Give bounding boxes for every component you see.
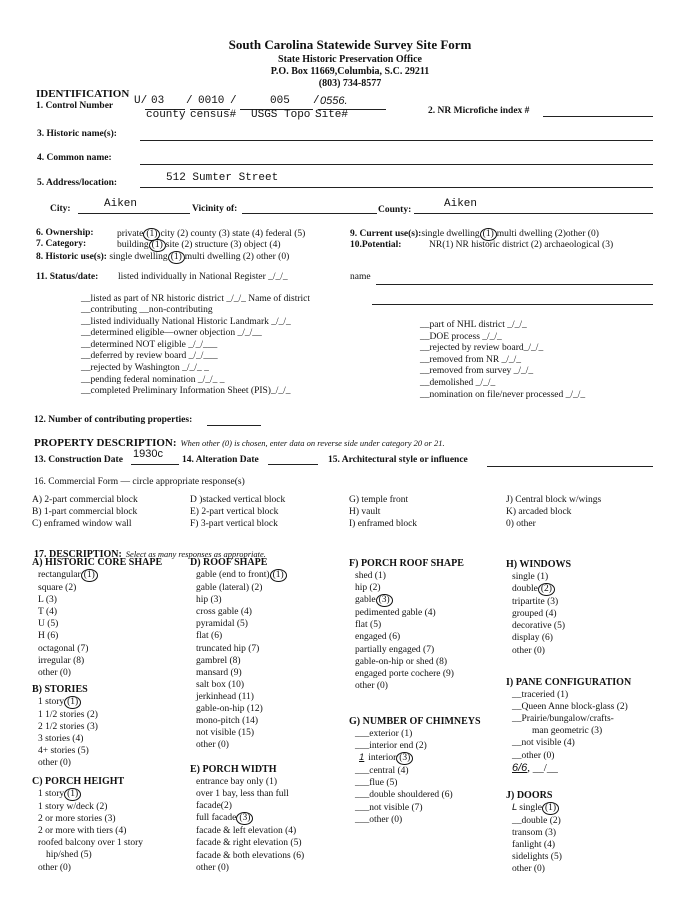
pane-config-handwritten-value[interactable]: 6/6: [512, 761, 528, 774]
roof-shape-option[interactable]: jerkinhead (11): [196, 691, 254, 702]
status-right-list: [420, 320, 585, 401]
core-shape-option[interactable]: T (4): [38, 607, 58, 618]
historic-name-label: 3. Historic name(s):: [37, 129, 117, 139]
potential-options[interactable]: NR(1) NR historic district (2) archaeological (3): [429, 240, 614, 250]
chimneys-option[interactable]: ___other (0): [355, 814, 403, 825]
chimneys-option[interactable]: ___double shouldered (6): [355, 790, 453, 801]
commercial-option[interactable]: 0) other: [506, 519, 536, 530]
status-item[interactable]: __pending federal nomination _/_/_ _: [81, 374, 225, 385]
windows-option[interactable]: other (0): [512, 645, 545, 656]
arch-style-field[interactable]: [487, 466, 653, 467]
status-item[interactable]: __DOE process _/_/_: [420, 331, 502, 342]
doors-option[interactable]: fanlight (4): [512, 840, 556, 851]
porch-roof-option[interactable]: engaged porte cochere (9): [355, 668, 454, 679]
roof-shape-heading: D) ROOF SHAPE: [190, 557, 268, 568]
sublabel-usgs-topo: USGS Topo: [251, 109, 311, 121]
commercial-col-1: [32, 494, 138, 530]
doors-handwritten-mark[interactable]: L: [512, 802, 518, 814]
doors-selected-mark[interactable]: (1): [542, 802, 559, 815]
roof-shape-option[interactable]: cross gable (4): [196, 607, 252, 618]
porch-width-option[interactable]: facade & right elevation (5): [196, 838, 302, 849]
category-building[interactable]: building: [117, 240, 149, 250]
status-item[interactable]: __contributing __non-contributing: [81, 305, 213, 315]
contributing-label: 12. Number of contributing properties:: [34, 415, 193, 425]
status-item[interactable]: __rejected by Washington _/_/_ _: [81, 362, 209, 373]
vicinity-field[interactable]: [242, 213, 377, 214]
historic-use-label: 8. Historic use(s):: [36, 252, 107, 262]
chimneys-heading: G) NUMBER OF CHIMNEYS: [349, 716, 481, 727]
pane-config-option[interactable]: __Queen Anne block-glass (2): [512, 702, 628, 713]
stories-selected-mark[interactable]: (1): [64, 696, 81, 709]
control-prefix: U/: [134, 95, 148, 107]
commercial-option[interactable]: D )stacked vertical block: [190, 495, 286, 505]
control-census: 0010: [198, 95, 225, 107]
county-value: Aiken: [444, 198, 478, 210]
status-nr-individual[interactable]: listed individually in National Register _/_/_: [118, 272, 288, 282]
control-usgs-topo: 005: [270, 95, 290, 107]
porch-roof-option[interactable]: flat (5): [355, 620, 382, 631]
contributing-field[interactable]: [207, 425, 261, 426]
porch-width-option[interactable]: facade & left elevation (4): [196, 826, 297, 837]
chimneys-option[interactable]: ___flue (5): [355, 778, 398, 789]
category-other-options[interactable]: site (2) structure (3) object (4): [165, 240, 281, 250]
roof-shape-option[interactable]: gable-on-hip (12): [196, 704, 263, 715]
commercial-option[interactable]: E) 2-part vertical block: [190, 507, 279, 518]
doors-group: [506, 790, 562, 876]
core-shape-option[interactable]: L (3): [38, 595, 57, 606]
nr-microfiche-label: 2. NR Microfiche index #: [428, 106, 530, 116]
porch-roof-option[interactable]: gable-on-hip or shed (8): [355, 656, 448, 667]
status-item[interactable]: __rejected by review board_/_/_: [420, 343, 544, 354]
city-field[interactable]: [78, 213, 190, 214]
city-label: City:: [50, 204, 71, 214]
core-shape-option[interactable]: irregular (8): [38, 655, 85, 666]
district-name-field[interactable]: [372, 304, 653, 305]
pane-config-blank[interactable]: , __/__: [527, 761, 558, 774]
porch-height-option[interactable]: hip/shed (5): [46, 850, 92, 861]
commercial-option[interactable]: F) 3-part vertical block: [190, 519, 278, 530]
description-label: 17. DESCRIPTION:: [34, 549, 122, 560]
status-name-label: name: [350, 272, 371, 282]
property-description-heading: PROPERTY DESCRIPTION:: [34, 437, 177, 449]
common-name-label: 4. Common name:: [37, 153, 112, 163]
porch-height-option[interactable]: 2 or more with tiers (4): [38, 826, 127, 837]
stories-option[interactable]: other (0): [38, 758, 71, 769]
ownership-other-options[interactable]: city (2) county (3) state (4) federal (5): [160, 229, 306, 239]
windows-selected-mark[interactable]: (2): [538, 583, 555, 596]
commercial-col-2: [190, 494, 285, 530]
porch-width-option[interactable]: facade & both elevations (6): [196, 850, 305, 861]
porch-roof-selected-mark[interactable]: (3): [376, 594, 393, 607]
status-item[interactable]: __determined eligible—owner objection _/_/__: [81, 328, 262, 339]
current-use-other-options[interactable]: multi dwelling (2)other (0): [496, 229, 599, 239]
category-selected-mark[interactable]: (1): [149, 239, 166, 252]
historic-use-single[interactable]: single dwelling: [109, 252, 168, 262]
porch-height-selected-mark[interactable]: (1): [64, 788, 81, 801]
roof-shape-option[interactable]: flat (6): [196, 631, 223, 642]
status-district-line[interactable]: __listed as part of NR historic district _/_/_ Name of district: [81, 294, 311, 304]
core-shape-option[interactable]: rectangular: [38, 570, 81, 581]
sublabel-site: Site#: [315, 109, 349, 121]
doors-option[interactable]: transom (3): [512, 828, 557, 839]
commercial-option[interactable]: J) Central block w/wings: [506, 495, 602, 505]
nr-microfiche-field[interactable]: [543, 116, 653, 117]
roof-shape-option[interactable]: gable (lateral) (2): [196, 583, 263, 594]
roof-shape-option[interactable]: truncated hip (7): [196, 643, 260, 654]
roof-shape-selected-mark[interactable]: (1): [270, 569, 287, 582]
pane-config-option[interactable]: __other (0): [512, 750, 555, 761]
porch-width-option[interactable]: entrance bay only (1): [196, 777, 277, 788]
porch-height-option[interactable]: 1 story: [38, 789, 65, 800]
category-row: [36, 239, 281, 250]
control-site: 0556.: [320, 95, 348, 107]
porch-roof-option[interactable]: partially engaged (7): [355, 644, 435, 655]
stories-option[interactable]: 4+ stories (5): [38, 746, 89, 757]
chimneys-option[interactable]: ___central (4): [355, 766, 409, 777]
porch-height-heading: C) PORCH HEIGHT: [32, 776, 125, 787]
core-shape-group: [32, 557, 162, 679]
current-use-single[interactable]: single dwelling: [421, 229, 480, 239]
pane-config-option[interactable]: __not visible (4): [512, 738, 575, 749]
status-left-list: [81, 305, 291, 398]
commercial-option[interactable]: K) arcaded block: [506, 507, 572, 518]
description-note: Select as many responses as appropriate.: [125, 549, 266, 559]
windows-option[interactable]: double: [512, 584, 538, 595]
historic-use-row: [36, 251, 289, 264]
core-shape-option[interactable]: octagonal (7): [38, 643, 89, 654]
status-item[interactable]: __removed from survey _/_/_: [420, 366, 534, 377]
doors-option[interactable]: __double (2): [512, 816, 561, 827]
windows-option[interactable]: grouped (4): [512, 609, 557, 620]
porch-width-heading: E) PORCH WIDTH: [190, 764, 277, 775]
common-name-field[interactable]: [140, 164, 653, 165]
porch-roof-option[interactable]: shed (1): [355, 571, 386, 582]
potential-row: [350, 240, 614, 250]
status-name-field[interactable]: [376, 284, 653, 285]
porch-width-selected-mark[interactable]: (3): [236, 812, 253, 825]
porch-roof-option[interactable]: other (0): [355, 680, 388, 691]
pane-config-option[interactable]: man geometric (3): [532, 726, 603, 737]
roof-shape-option[interactable]: gable (end to front): [196, 570, 270, 581]
porch-height-group: [32, 776, 143, 874]
status-item[interactable]: __demolished _/_/_: [420, 377, 496, 388]
commercial-option[interactable]: I) enframed block: [349, 519, 418, 530]
commercial-form-label: 16. Commercial Form — circle appropriate response(s): [34, 477, 245, 487]
core-shape-selected-mark[interactable]: (1): [81, 569, 98, 582]
current-use-selected-mark[interactable]: (1): [480, 228, 497, 241]
control-number-label: 1. Control Number: [36, 101, 114, 111]
stories-option[interactable]: 1 1/2 stories (2): [38, 710, 98, 721]
windows-option[interactable]: display (6): [512, 633, 553, 644]
windows-group: [506, 559, 571, 657]
porch-roof-heading: F) PORCH ROOF SHAPE: [349, 558, 464, 569]
commercial-option[interactable]: C) enframed window wall: [32, 519, 132, 530]
sublabel-census: census#: [190, 109, 237, 121]
roof-shape-option[interactable]: pyramidal (5): [196, 619, 248, 630]
roof-shape-option[interactable]: not visible (15): [196, 728, 255, 739]
core-shape-option[interactable]: square (2): [38, 583, 77, 594]
sublabel-county: county: [146, 109, 186, 121]
construction-date-value: 1930c: [133, 448, 163, 460]
core-shape-option[interactable]: other (0): [38, 667, 71, 678]
porch-width-option[interactable]: facade(2): [196, 801, 232, 812]
core-shape-option[interactable]: H (6): [38, 631, 59, 642]
alteration-date-label: 14. Alteration Date: [182, 455, 259, 465]
doors-option[interactable]: other (0): [512, 864, 545, 875]
core-shape-heading: A) HISTORIC CORE SHAPE: [32, 557, 163, 568]
ownership-label: 6. Ownership:: [36, 228, 94, 238]
porch-height-option[interactable]: other (0): [38, 862, 71, 873]
potential-label: 10.Potential:: [350, 240, 402, 250]
chimneys-handwritten-count[interactable]: 1: [359, 752, 365, 764]
porch-roof-option[interactable]: hip (2): [355, 583, 381, 594]
ownership-private[interactable]: private: [117, 229, 144, 239]
pane-config-option[interactable]: __Prairie/bungalow/crafts-: [512, 714, 614, 725]
stories-option[interactable]: 1 story: [38, 697, 65, 708]
roof-shape-option[interactable]: mono-pitch (14): [196, 716, 259, 727]
identification-heading: IDENTIFICATION: [36, 88, 130, 100]
chimneys-group: [349, 716, 481, 826]
roof-shape-option[interactable]: hip (3): [196, 595, 222, 606]
porch-width-option[interactable]: other (0): [196, 862, 229, 873]
pane-config-heading: I) PANE CONFIGURATION: [506, 677, 632, 688]
office-name: State Historic Preservation Office: [278, 54, 422, 65]
roof-shape-option[interactable]: other (0): [196, 740, 229, 751]
windows-option[interactable]: decorative (5): [512, 621, 566, 632]
chimneys-option[interactable]: ___interior end (2): [355, 741, 427, 752]
porch-roof-option[interactable]: pedimented gable (4): [355, 608, 436, 619]
status-item[interactable]: __removed from NR _/_/_: [420, 354, 522, 365]
windows-heading: H) WINDOWS: [506, 559, 572, 570]
porch-width-option[interactable]: over 1 bay, less than full: [196, 789, 289, 800]
stories-option[interactable]: 2 1/2 stories (3): [38, 722, 98, 733]
doors-heading: J) DOORS: [506, 790, 553, 801]
address-field[interactable]: [140, 187, 653, 188]
historic-use-other-options[interactable]: multi dwelling (2) other (0): [184, 252, 290, 262]
porch-height-option[interactable]: roofed balcony over 1 story: [38, 838, 143, 849]
alteration-date-field[interactable]: [268, 464, 318, 465]
windows-option[interactable]: tripartite (3): [512, 597, 559, 608]
historic-use-selected-mark[interactable]: (1): [168, 251, 185, 264]
status-item[interactable]: __nomination on file/never processed _/_/_: [420, 389, 586, 400]
chimneys-option[interactable]: ___exterior (1): [355, 729, 413, 740]
commercial-option[interactable]: G) temple front: [349, 495, 409, 505]
commercial-col-3: [349, 494, 417, 530]
county-field[interactable]: [414, 213, 653, 214]
form-title: South Carolina Statewide Survey Site Form: [228, 37, 472, 52]
roof-shape-option[interactable]: mansard (9): [196, 667, 242, 678]
vicinity-label: Vicinity of:: [192, 204, 238, 214]
windows-option[interactable]: single (1): [512, 572, 549, 583]
roof-shape-group: [190, 557, 287, 751]
porch-roof-option[interactable]: gable: [355, 595, 376, 606]
current-use-label: 9. Current use(s):: [350, 229, 422, 239]
stories-group: [32, 684, 98, 770]
commercial-option[interactable]: H) vault: [349, 507, 381, 518]
commercial-col-4: [506, 494, 601, 530]
status-item[interactable]: __completed Preliminary Information Sheet (PIS)_/_/_: [81, 386, 291, 397]
commercial-option[interactable]: A) 2-part commercial block: [32, 495, 138, 505]
roof-shape-option[interactable]: salt box (10): [196, 679, 245, 690]
stories-heading: B) STORIES: [32, 684, 88, 695]
chimneys-option[interactable]: interior: [368, 753, 397, 764]
stories-option[interactable]: 3 stories (4): [38, 734, 84, 745]
porch-height-option[interactable]: 2 or more stories (3): [38, 814, 116, 825]
chimneys-selected-mark[interactable]: (3): [396, 752, 413, 765]
construction-date-label: 13. Construction Date: [34, 455, 123, 465]
porch-roof-option[interactable]: engaged (6): [355, 632, 401, 643]
doors-option[interactable]: sidelights (5): [512, 852, 562, 863]
core-shape-option[interactable]: U (5): [38, 619, 59, 630]
historic-name-field[interactable]: [140, 140, 653, 141]
construction-date-field[interactable]: [131, 464, 179, 465]
pane-config-option[interactable]: __traceried (1): [512, 690, 569, 701]
property-description-note: When other (0) is chosen, enter data on reverse side under category 20 or 21.: [180, 438, 445, 448]
category-label: 7. Category:: [36, 239, 87, 249]
roof-shape-option[interactable]: gambrel (8): [196, 655, 241, 666]
doors-option[interactable]: single: [519, 803, 542, 814]
porch-width-option[interactable]: full facade: [196, 813, 237, 824]
control-county: 03: [151, 95, 165, 107]
porch-height-option[interactable]: 1 story w/deck (2): [38, 802, 108, 813]
address-value: 512 Sumter Street: [166, 172, 279, 184]
porch-roof-group: [349, 558, 464, 692]
ownership-row: [36, 228, 306, 239]
pane-config-group: [506, 677, 631, 774]
county-label: County:: [378, 205, 412, 215]
commercial-option[interactable]: B) 1-part commercial block: [32, 507, 138, 518]
status-item[interactable]: __deferred by review board _/_/___: [81, 351, 218, 362]
porch-width-group: [190, 764, 304, 874]
office-address: P.O. Box 11669,Columbia, S.C. 29211: [270, 66, 430, 77]
arch-style-label: 15. Architectural style or influence: [328, 455, 468, 465]
status-label: 11. Status/date:: [36, 272, 99, 282]
status-item[interactable]: __part of NHL district _/_/_: [420, 320, 527, 330]
status-item[interactable]: __determined NOT eligible _/_/___: [81, 339, 218, 350]
status-item[interactable]: __listed individually National Historic Landmark _/_/_: [81, 316, 291, 327]
office-phone: (803) 734-8577: [318, 78, 382, 89]
address-label: 5. Address/location:: [37, 178, 118, 188]
ownership-selected-mark[interactable]: (1): [143, 228, 160, 241]
city-value: Aiken: [104, 198, 138, 210]
chimneys-option[interactable]: ___not visible (7): [355, 802, 423, 813]
